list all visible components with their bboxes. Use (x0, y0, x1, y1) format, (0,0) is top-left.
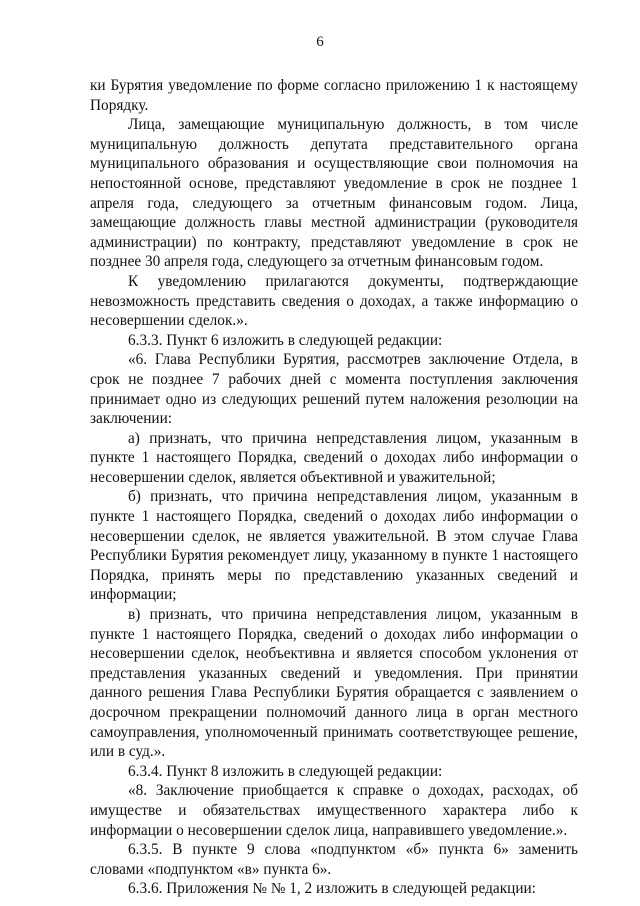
paragraph-subclause-a: а) признать, что причина непредставления лицом, указанным в пункте 1 настоящего Порядка, сведений о доходах либо информации о несовершении сделок, является объективной и уважительной; (90, 429, 578, 486)
paragraph-item-6-3-6: 6.3.6. Приложения № № 1, 2 изложить в следующей редакции: (128, 880, 536, 898)
paragraph-clause-6: «6. Глава Республики Бурятия, рассмотрев заключение Отдела, в срок не позднее 7 рабочих дней с момента поступления заключения принимает одно из следующих решений путем наложения резолюции на заключении: (90, 351, 578, 428)
paragraph-item-6-3-4: 6.3.4. Пункт 8 изложить в следующей редакции: (128, 762, 443, 780)
page-number: 6 (316, 34, 324, 50)
paragraph-attached-documents: К уведомлению прилагаются документы, подтверждающие невозможность представить сведения о доходах, а также информацию о несовершении сделок.». (90, 272, 578, 330)
paragraph-continuation: ки Бурятия уведомление по форме согласно приложению 1 к настоящему Порядку. (90, 77, 578, 114)
document-body (90, 76, 578, 899)
paragraph-subclause-v: в) признать, что причина непредставления лицом, указанным в пункте 1 настоящего Порядка, сведений о доходах либо информации о несовершении сделок, необъективна и является способом уклонения от представления указанных сведений и уведомления. При принятии данного решения Глава Республики Бурятия обращается с заявлением о досрочном прекращении полномочий данного лица в орган местного самоуправления, уполномоченный принимать соответствующее решение, или в суд.». (90, 606, 578, 761)
paragraph-item-6-3-5: 6.3.5. В пункте 9 слова «подпунктом «б» пункта 6» заменить словами «подпунктом «в» пункта 6». (90, 841, 578, 878)
paragraph-subclause-b: б) признать, что причина непредставления лицом, указанным в пункте 1 настоящего Порядка, сведений о доходах либо информации о несовершении сделок, не является уважительной. В этом случае Глава Республики Бурятия рекомендует лицу, указанному в пункте 1 настоящего Порядка, принять меры по представлению указанных сведений и информации; (90, 488, 578, 604)
paragraph-municipal-officials: Лица, замещающие муниципальную должность, в том числе муниципальную должность депутата представительного органа муниципального образования и осуществляющие свои полномочия на непостоянной основе, представляют уведомление в срок не позднее 1 апреля года, следующего за отчетным финансовым годом. Лица, замещающие должность главы местной администрации (руководителя администрации) по контракту, представляют уведомление в срок не позднее 30 апреля года, следующего за отчетным финансовым годом. (90, 116, 578, 271)
paragraph-item-6-3-3: 6.3.3. Пункт 6 изложить в следующей редакции: (128, 331, 443, 349)
paragraph-clause-8: «8. Заключение приобщается к справке о доходах, расходах, об имуществе и обязательствах имущественного характера либо к информации о несовершении сделок лица, направившего уведомление.». (90, 782, 578, 839)
